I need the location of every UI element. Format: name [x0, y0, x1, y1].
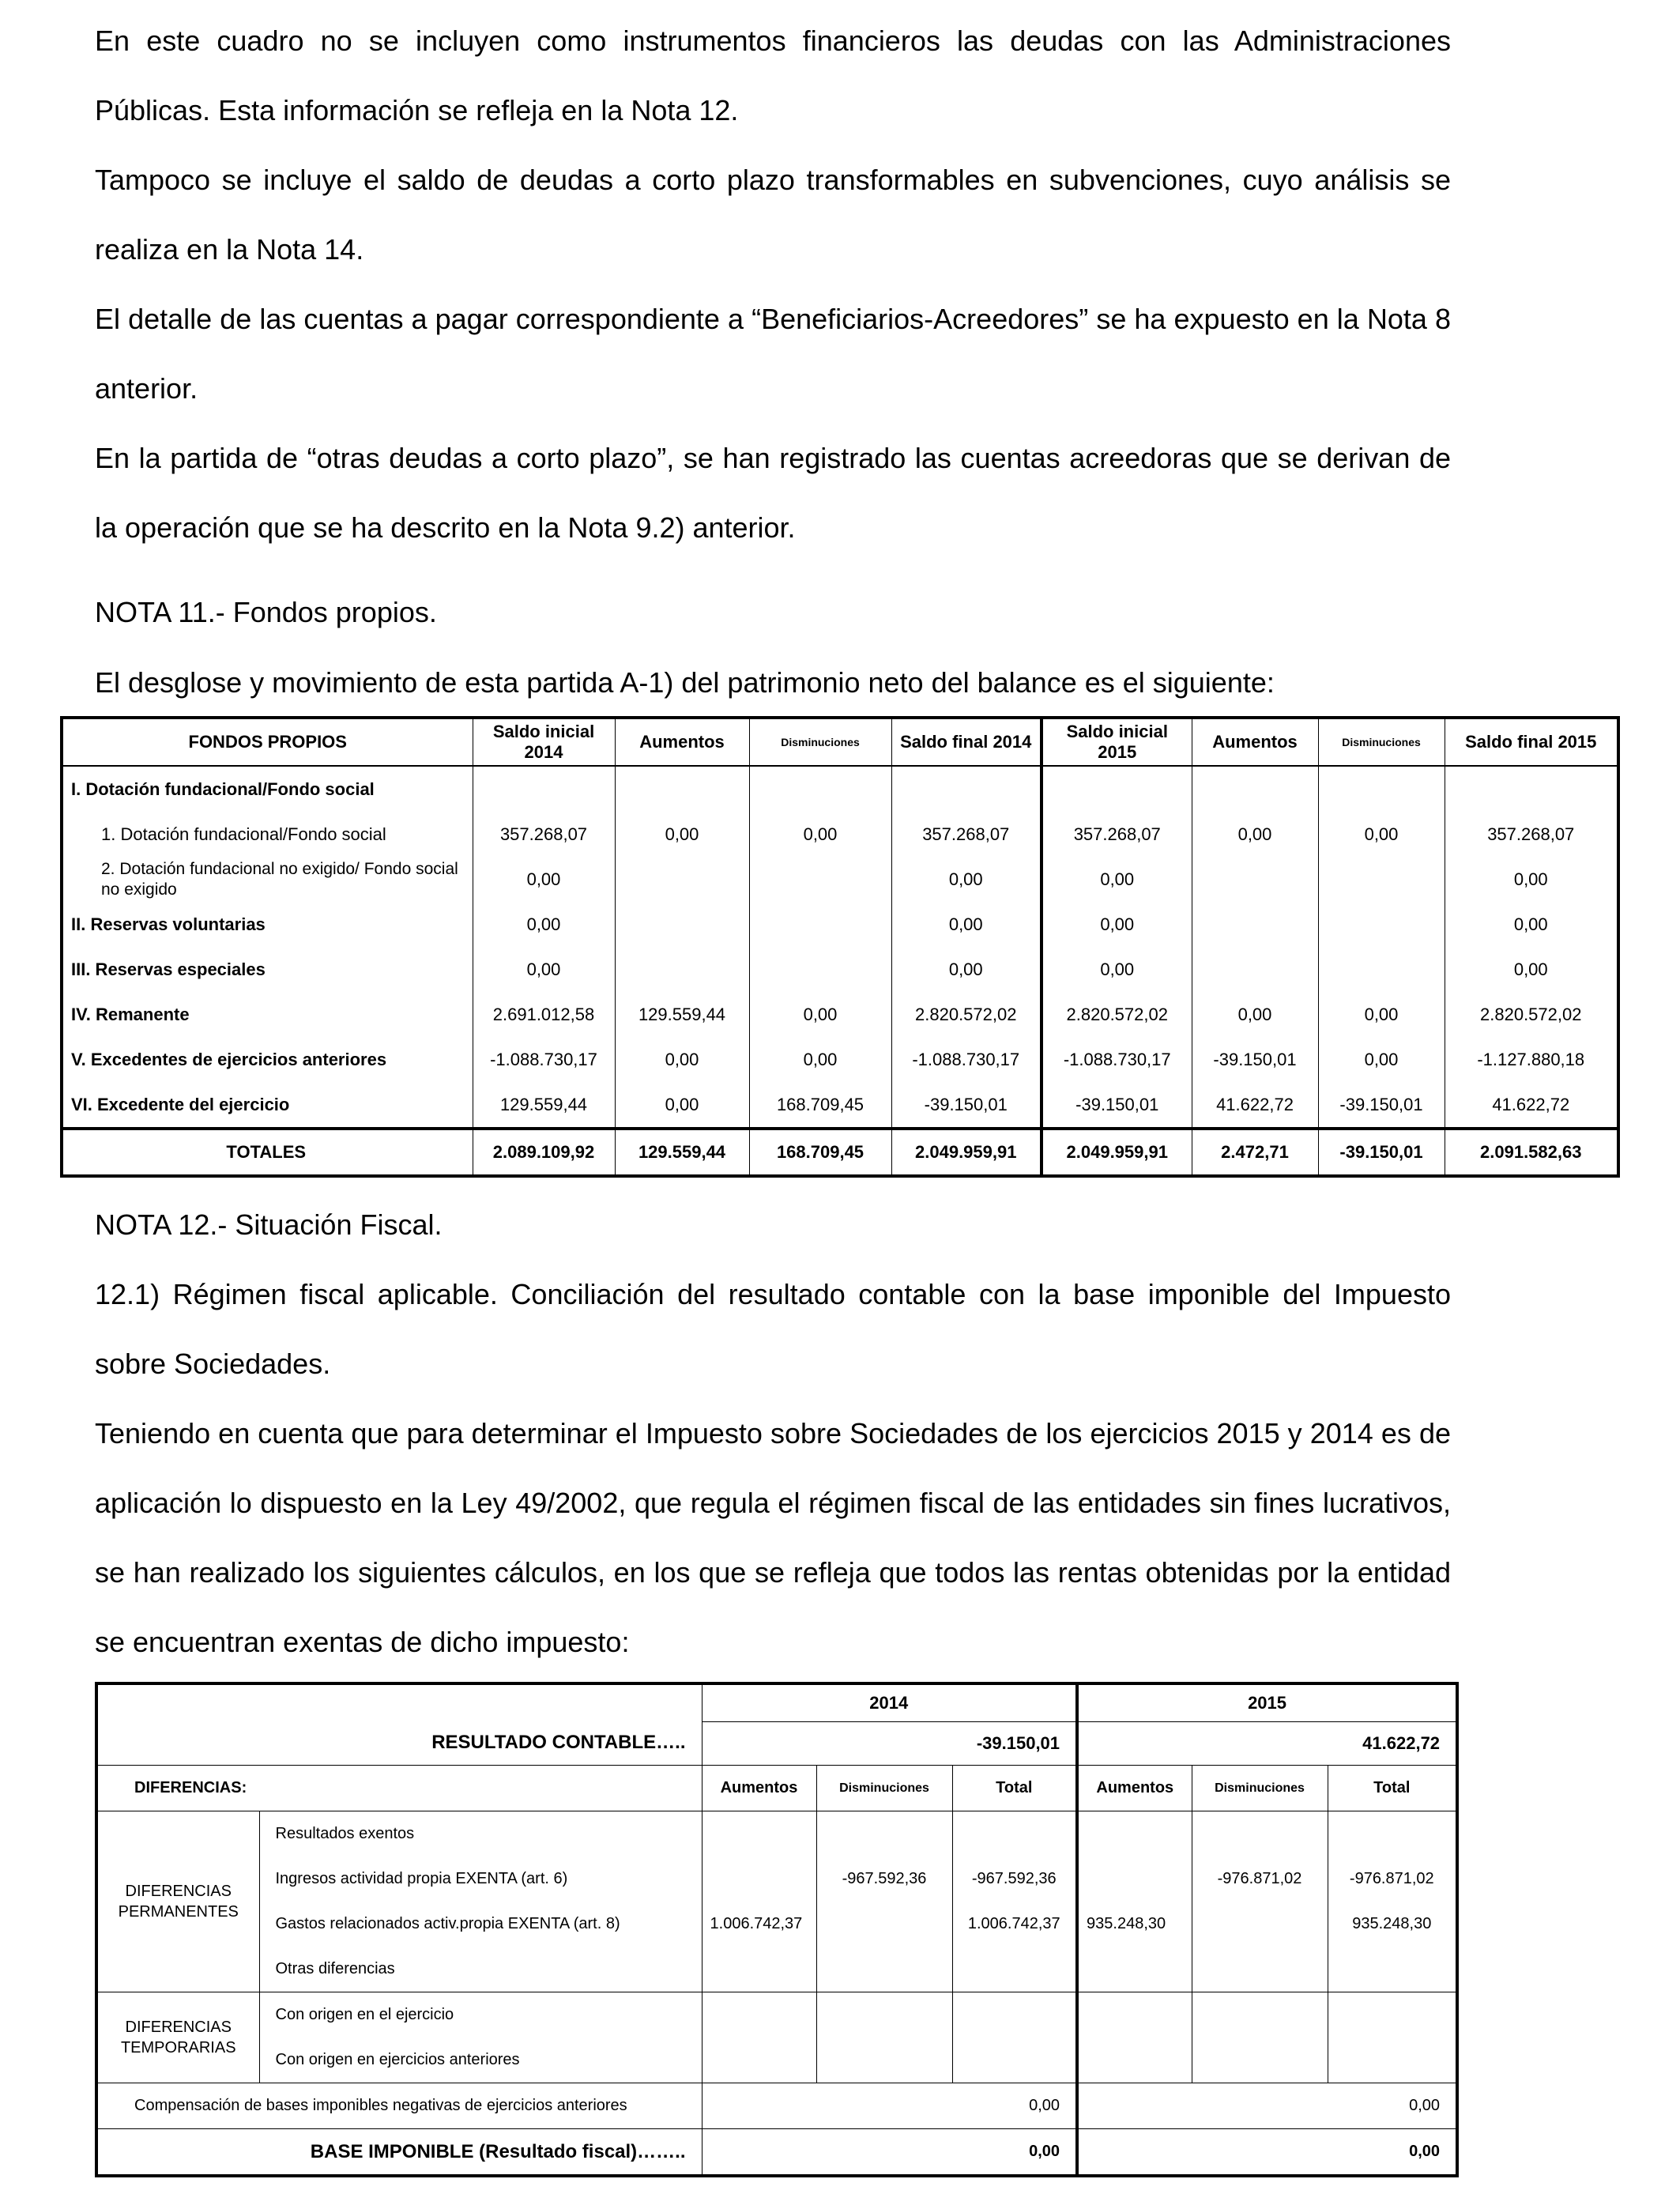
table-cell: -39.150,01: [1318, 1082, 1445, 1129]
table-cell: [473, 766, 615, 812]
table-cell: [1318, 766, 1445, 812]
row-label: Ingresos actividad propia EXENTA (art. 6): [259, 1857, 702, 1902]
table-cell: -967.592,36: [952, 1857, 1077, 1902]
diferencias-label: DIFERENCIAS:: [96, 1766, 702, 1811]
table-cell: 0,00: [615, 1082, 749, 1129]
table-cell: 129.559,44: [615, 992, 749, 1037]
table-row: [62, 766, 1618, 812]
table-cell: -39.150,01: [1192, 1037, 1318, 1082]
row-label: VI. Excedente del ejercicio: [71, 1094, 290, 1114]
table-cell: 935.248,30: [1328, 1902, 1457, 1947]
table-cell: 0,00: [891, 857, 1042, 902]
table-cell: [1328, 1947, 1457, 1992]
table-cell: [1318, 902, 1445, 947]
table-cell: 0,00: [1318, 1037, 1445, 1082]
row-label: Con origen en ejercicios anteriores: [259, 2038, 702, 2083]
table-cell: 2.820.572,02: [1042, 992, 1192, 1037]
column-header: Disminuciones: [749, 718, 891, 766]
table-cell: [702, 1947, 816, 1992]
table-cell: [1192, 1811, 1328, 1857]
paragraph-regimen-fiscal: 12.1) Régimen fiscal aplicable. Conciliación del resultado contable con la base imponible del Impuesto sobre Sociedades.: [95, 1278, 1451, 1380]
column-header: Disminuciones: [1318, 718, 1445, 766]
table-cell: [1077, 1857, 1192, 1902]
heading-nota-12: NOTA 12.- Situación Fiscal.: [95, 1208, 443, 1241]
table-cell: 0,00: [749, 1037, 891, 1082]
table-cell: 2.472,71: [1192, 1129, 1318, 1176]
table-row: [62, 812, 1618, 857]
paragraph-beneficiarios: El detalle de las cuentas a pagar correspondiente a “Beneficiarios-Acreedores” se ha expuesto en la Nota 8 anterior.: [95, 303, 1451, 405]
row-label: Otras diferencias: [259, 1947, 702, 1992]
paragraph-desglose: El desglose y movimiento de esta partida A-1) del patrimonio neto del balance es el siguiente:: [95, 666, 1275, 699]
row-label: V. Excedentes de ejercicios anteriores: [71, 1049, 387, 1069]
table-cell: 2.820.572,02: [1445, 992, 1618, 1037]
table-cell: [1192, 1902, 1328, 1947]
paragraph-calculos: Teniendo en cuenta que para determinar el Impuesto sobre Sociedades de los ejercicios 2015 y 2014 es de aplicación lo dispuesto en la Ley 49/2002, que regula el régimen fiscal de las entidades sin fines lucrativos, se han realizado los siguientes cálculos, en los que se refleja que todos las rentas obtenidas por la entidad se encuentran exentas de dicho impuesto:: [95, 1417, 1451, 1658]
table-cell: 0,00: [1042, 857, 1192, 902]
table-cell: 129.559,44: [615, 1129, 749, 1176]
table-cell: 0,00: [891, 947, 1042, 992]
column-header: Disminuciones: [816, 1766, 952, 1811]
table-cell: 0,00: [615, 812, 749, 857]
table-cell: -976.871,02: [1328, 1857, 1457, 1902]
table-cell: 0,00: [1445, 947, 1618, 992]
table-cell: 168.709,45: [749, 1082, 891, 1129]
table-cell: 0,00: [1042, 902, 1192, 947]
table-cell: 0,00: [1042, 947, 1192, 992]
compensacion-2014: 0,00: [702, 2083, 1077, 2129]
table-cell: 0,00: [1318, 992, 1445, 1037]
table-cell: 357.268,07: [891, 812, 1042, 857]
table-cell: 2.691.012,58: [473, 992, 615, 1037]
table-cell: [749, 947, 891, 992]
table-row: [62, 902, 1618, 947]
table-cell: [1042, 766, 1192, 812]
table-row: [62, 857, 1618, 902]
table-cell: 2.049.959,91: [1042, 1129, 1192, 1176]
row-label: 1. Dotación fundacional/Fondo social: [101, 824, 386, 844]
table-cell: [1318, 947, 1445, 992]
table-cell: 2.089.109,92: [473, 1129, 615, 1176]
resultado-2014: -39.150,01: [702, 1722, 1077, 1766]
table-cell: [952, 1811, 1077, 1857]
row-label: 2. Dotación fundacional no exigido/ Fondo social no exigido: [101, 859, 458, 899]
column-header: Aumentos: [702, 1766, 816, 1811]
row-label: III. Reservas especiales: [71, 959, 266, 979]
table-cell: [615, 766, 749, 812]
table-cell: [1192, 1992, 1328, 2038]
totals-label: TOTALES: [62, 1129, 473, 1176]
totals-row: [62, 1129, 1618, 1176]
base-imponible-2015: 0,00: [1077, 2129, 1457, 2177]
table-cell: -39.150,01: [1042, 1082, 1192, 1129]
table-cell: 0,00: [473, 902, 615, 947]
table-cell: [1192, 902, 1318, 947]
heading-nota-11: NOTA 11.- Fondos propios.: [95, 596, 437, 628]
row-label: I. Dotación fundacional/Fondo social: [71, 778, 375, 799]
table-cell: 0,00: [1318, 812, 1445, 857]
table-row: [62, 1037, 1618, 1082]
table-cell: 0,00: [1192, 992, 1318, 1037]
table-cell: [749, 902, 891, 947]
table-cell: 0,00: [1445, 902, 1618, 947]
table-cell: [615, 857, 749, 902]
table-cell: 357.268,07: [1042, 812, 1192, 857]
temporarias-label-line: TEMPORARIAS: [120, 2039, 236, 2056]
table-cell: [816, 1947, 952, 1992]
column-header: Aumentos: [1077, 1766, 1192, 1811]
table-cell: 129.559,44: [473, 1082, 615, 1129]
table-cell: [816, 2038, 952, 2083]
table-cell: -976.871,02: [1192, 1857, 1328, 1902]
table-cell: [952, 2038, 1077, 2083]
table-cell: [1192, 2038, 1328, 2083]
resultado-2015: 41.622,72: [1077, 1722, 1457, 1766]
column-header: Saldo final 2015: [1445, 718, 1618, 766]
column-header: Disminuciones: [1192, 1766, 1328, 1811]
table-cell: [952, 1947, 1077, 1992]
table-row: [62, 1082, 1618, 1129]
table-row: [62, 947, 1618, 992]
table-cell: [1077, 1811, 1192, 1857]
paragraph-subvenciones: Tampoco se incluye el saldo de deudas a corto plazo transformables en subvenciones, cuyo análisis se realiza en la Nota 14.: [95, 164, 1451, 266]
table-cell: 1.006.742,37: [702, 1902, 816, 1947]
table-cell: 2.091.582,63: [1445, 1129, 1618, 1176]
table-cell: 0,00: [749, 992, 891, 1037]
table-cell: [615, 902, 749, 947]
temporarias-label: [96, 1992, 259, 2083]
column-header: FONDOS PROPIOS: [62, 718, 473, 766]
permanentes-label-line: PERMANENTES: [118, 1903, 239, 1921]
table-cell: 0,00: [1192, 812, 1318, 857]
situacion-fiscal-table: [95, 1682, 1459, 2177]
table-cell: 0,00: [891, 902, 1042, 947]
table-cell: -39.150,01: [891, 1082, 1042, 1129]
table-cell: 0,00: [473, 947, 615, 992]
table-cell: [816, 1811, 952, 1857]
table-header-row: [62, 718, 1618, 766]
paragraph-otras-deudas: En la partida de “otras deudas a corto plazo”, se han registrado las cuentas acreedoras que se derivan de la operación que se ha descrito en la Nota 9.2) anterior.: [95, 442, 1451, 544]
table-cell: [1192, 947, 1318, 992]
table-row: [96, 2038, 1457, 2083]
temporarias-label-line: DIFERENCIAS: [125, 2019, 232, 2036]
table-cell: -39.150,01: [1318, 1129, 1445, 1176]
table-cell: -1.088.730,17: [473, 1037, 615, 1082]
table-cell: [1445, 766, 1618, 812]
table-cell: -1.088.730,17: [1042, 1037, 1192, 1082]
column-header: Total: [1328, 1766, 1457, 1811]
row-label: Resultados exentos: [259, 1811, 702, 1857]
table-cell: [1192, 857, 1318, 902]
table-cell: 0,00: [749, 812, 891, 857]
table-cell: [816, 1902, 952, 1947]
table-cell: 2.820.572,02: [891, 992, 1042, 1037]
table-cell: [891, 766, 1042, 812]
table-cell: 0,00: [473, 857, 615, 902]
table-cell: [1077, 1992, 1192, 2038]
column-header: Aumentos: [1192, 718, 1318, 766]
table-cell: [702, 1811, 816, 1857]
table-cell: [1328, 1992, 1457, 2038]
row-label: IV. Remanente: [71, 1004, 190, 1024]
column-header: Total: [952, 1766, 1077, 1811]
table-cell: 357.268,07: [1445, 812, 1618, 857]
table-cell: [1077, 2038, 1192, 2083]
compensacion-label: Compensación de bases imponibles negativas de ejercicios anteriores: [96, 2083, 702, 2129]
table-cell: -1.088.730,17: [891, 1037, 1042, 1082]
table-cell: [1192, 1947, 1328, 1992]
table-row: [62, 992, 1618, 1037]
table-row: [96, 1992, 1457, 2038]
table-row: [96, 1857, 1457, 1902]
column-header: Saldo inicial 2015: [1042, 718, 1192, 766]
paragraph-instrumentos: En este cuadro no se incluyen como instrumentos financieros las deudas con las Administraciones Públicas. Esta información se refleja en la Nota 12.: [95, 25, 1451, 126]
table-cell: [702, 1992, 816, 2038]
column-header: Aumentos: [615, 718, 749, 766]
table-cell: 41.622,72: [1445, 1082, 1618, 1129]
year-2014-header: 2014: [702, 1683, 1077, 1722]
table-cell: [615, 947, 749, 992]
table-cell: [749, 857, 891, 902]
table-cell: [749, 766, 891, 812]
table-cell: [816, 1992, 952, 2038]
table-cell: 0,00: [1445, 857, 1618, 902]
table-cell: [1077, 1947, 1192, 1992]
base-imponible-2014: 0,00: [702, 2129, 1077, 2177]
table-cell: [1318, 857, 1445, 902]
table-cell: -1.127.880,18: [1445, 1037, 1618, 1082]
permanentes-label: [96, 1811, 259, 1992]
column-header: Saldo inicial 2014: [473, 718, 615, 766]
table-cell: [1192, 766, 1318, 812]
table-cell: [1328, 2038, 1457, 2083]
table-cell: 2.049.959,91: [891, 1129, 1042, 1176]
table-row: [96, 1811, 1457, 1857]
year-2015-header: 2015: [1077, 1683, 1457, 1722]
fondos-propios-table: [60, 716, 1620, 1178]
table-cell: 0,00: [615, 1037, 749, 1082]
row-label: II. Reservas voluntarias: [71, 914, 266, 934]
table-cell: [702, 1857, 816, 1902]
table-cell: 1.006.742,37: [952, 1902, 1077, 1947]
row-label: Gastos relacionados activ.propia EXENTA (art. 8): [259, 1902, 702, 1947]
table-cell: [952, 1992, 1077, 2038]
compensacion-2015: 0,00: [1077, 2083, 1457, 2129]
permanentes-label-line: DIFERENCIAS: [125, 1883, 232, 1900]
table-cell: 168.709,45: [749, 1129, 891, 1176]
table-cell: 935.248,30: [1077, 1902, 1192, 1947]
table-row: [96, 1902, 1457, 1947]
resultado-contable-label: RESULTADO CONTABLE…..: [431, 1732, 686, 1753]
table-row: [96, 1947, 1457, 1992]
base-imponible-label: BASE IMPONIBLE (Resultado fiscal)……..: [96, 2129, 702, 2177]
column-header: Saldo final 2014: [891, 718, 1042, 766]
row-label: Con origen en el ejercicio: [259, 1992, 702, 2038]
table-cell: -967.592,36: [816, 1857, 952, 1902]
table-cell: [1328, 1811, 1457, 1857]
table-cell: 357.268,07: [473, 812, 615, 857]
table-cell: [702, 2038, 816, 2083]
table-cell: 41.622,72: [1192, 1082, 1318, 1129]
